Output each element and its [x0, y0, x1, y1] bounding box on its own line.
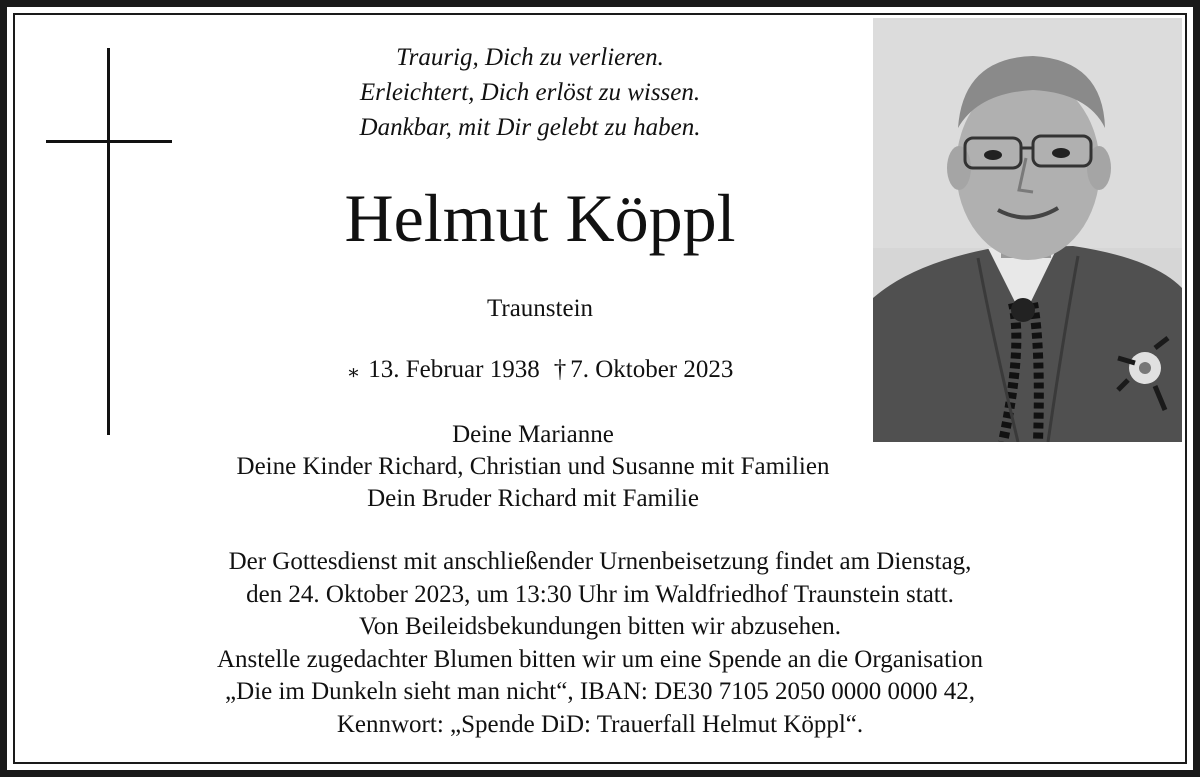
birth-date: 13. Februar 1938: [368, 356, 540, 383]
family-line: Deine Marianne: [452, 421, 614, 448]
motto: [180, 40, 880, 145]
service-notice: [40, 546, 1160, 741]
motto-line: Traurig, Dich zu verlieren.: [396, 44, 664, 71]
motto-line: Dankbar, mit Dir gelebt zu haben.: [359, 114, 701, 141]
life-dates: [180, 354, 900, 387]
notice-line: Kennwort: „Spende DiD: Trauerfall Helmut Köppl“.: [336, 710, 864, 738]
deceased-name: Helmut Köppl: [344, 180, 736, 256]
death-date: 7. Oktober 2023: [570, 356, 734, 383]
family-list: [100, 419, 966, 515]
death-dagger-icon: †: [553, 356, 567, 383]
portrait-illustration: [873, 18, 1182, 442]
notice-line: Der Gottesdienst mit anschließender Urnenbeisetzung findet am Dienstag,: [228, 548, 972, 575]
hometown: Traunstein: [486, 295, 594, 322]
motto-line: Erleichtert, Dich erlöst zu wissen.: [359, 79, 701, 106]
notice-line: den 24. Oktober 2023, um 13:30 Uhr im Waldfriedhof Traunstein statt.: [246, 580, 954, 608]
family-line: Deine Kinder Richard, Christian und Susanne mit Familien: [236, 453, 830, 480]
family-line: Dein Bruder Richard mit Familie: [367, 485, 699, 512]
notice-line: „Die im Dunkeln sieht man nicht“, IBAN: DE30 7105 2050 0000 0000 42,: [225, 678, 975, 705]
notice-line: Anstelle zugedachter Blumen bitten wir um eine Spende an die Organisation: [217, 645, 983, 673]
cross-vertical-bar: [107, 48, 110, 435]
portrait-photo: [873, 18, 1182, 442]
birth-star-icon: ∗: [346, 362, 361, 384]
notice-line: Von Beileidsbekundungen bitten wir abzusehen.: [358, 613, 842, 640]
cross-horizontal-bar: [46, 140, 172, 143]
